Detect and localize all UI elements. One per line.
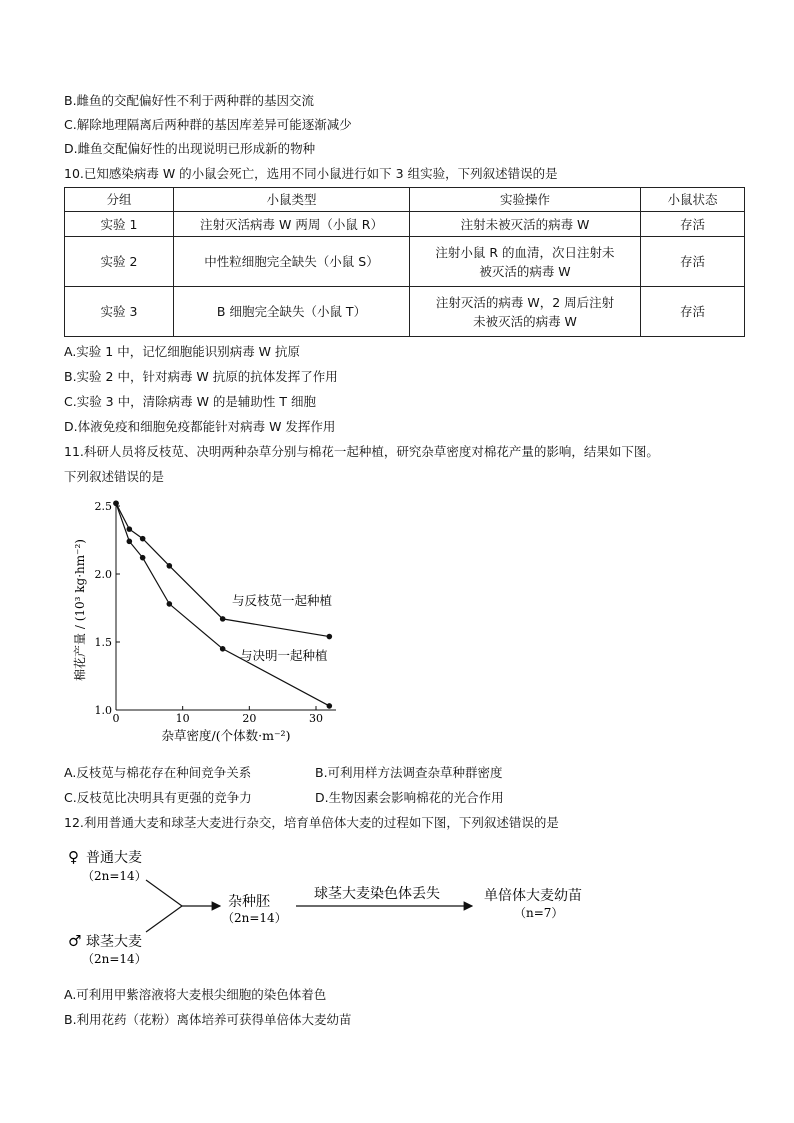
x-tick-label: 10 [175,712,190,725]
q10-option-c: C.实验 3 中，清除病毒 W 的是辅助性 T 细胞 [64,394,316,409]
female-symbol: ♀ [68,848,79,866]
table-cell-line: 未被灭活的病毒 W [473,313,577,329]
q10-option-b: B.实验 2 中，针对病毒 W 抗原的抗体发挥了作用 [64,369,338,384]
chromosome-loss-label: 球茎大麦染色体丢失 [314,886,440,902]
data-point [167,563,173,569]
table-cell-line: 注射小鼠 R 的血清，次日注射未 [435,244,615,260]
q11-option-c: C.反枝苋比决明具有更强的竞争力 [64,790,252,805]
data-point [167,601,173,607]
table-cell: 实验 3 [65,287,174,337]
table-cell [410,287,641,337]
hybrid-chromosome: （2n=14） [222,911,287,925]
q10-option-a: A.实验 1 中，记忆细胞能识别病毒 W 抗原 [64,344,301,359]
haploid-seedling-label: 单倍体大麦幼苗 [484,888,582,904]
data-point [127,526,133,532]
parent1-label: 普通大麦 [86,850,142,866]
data-point [140,536,146,542]
table-cell: 存活 [641,212,745,237]
table-header: 小鼠状态 [641,188,745,212]
cotton-yield-chart [64,492,364,752]
table-cell [410,237,641,287]
table-cell-line: 注射灭活的病毒 W，2 周后注射 [435,294,615,310]
table-row [65,287,745,337]
q12-option-a: A.可利用甲紫溶液将大麦根尖细胞的染色体着色 [64,987,327,1002]
q11-option-a: A.反枝苋与棉花存在种间竞争关系 [64,765,252,780]
q10-option-d: D.体液免疫和细胞免疫都能针对病毒 W 发挥作用 [64,419,336,434]
table-header: 分组 [65,188,174,212]
table-cell: 注射未被灭活的病毒 W [410,212,641,237]
table-cell: 实验 1 [65,212,174,237]
parent1-chromosome: （2n=14） [82,869,147,883]
table-header: 小鼠类型 [174,188,410,212]
q11-stem-line1: 11.科研人员将反枝苋、决明两种杂草分别与棉花一起种植，研究杂草密度对棉花产量的影响，结果如下图。 [64,444,659,459]
hybrid-embryo-label: 杂种胚 [228,894,270,910]
q12-stem: 12.利用普通大麦和球茎大麦进行杂交，培育单倍体大麦的过程如下图，下列叙述错误的是 [64,815,559,830]
x-tick-label: 20 [242,712,257,725]
y-axis-label: 棉花产量 / (10³ kg·hm⁻²) [73,539,87,681]
data-point [140,555,146,561]
y-tick-label: 2.0 [94,568,112,581]
y-tick-label: 1.5 [94,636,112,649]
table-cell: 注射灭活病毒 W 两周（小鼠 R） [174,212,410,237]
experiment-table [64,187,745,337]
table-cell: 存活 [641,287,745,337]
q9-option-b: B.雌鱼的交配偏好性不利于两种群的基因交流 [64,93,315,108]
parent2-chromosome: （2n=14） [82,952,147,966]
y-tick-label: 1.0 [94,704,112,717]
q11-option-d: D.生物因素会影响棉花的光合作用 [315,790,504,805]
x-tick-label: 0 [112,712,120,725]
series-label: 与决明一起种植 [240,648,328,663]
q11-option-b: B.可利用样方法调查杂草种群密度 [315,765,503,780]
data-point [327,634,333,640]
table-cell: 存活 [641,237,745,287]
table-cell: B 细胞完全缺失（小鼠 T） [174,287,410,337]
data-point [220,646,226,652]
male-symbol: ♂ [68,932,82,950]
table-row [65,212,745,237]
data-point [220,616,226,622]
haploid-chromosome: （n=7） [514,906,564,920]
q9-option-c: C.解除地理隔离后两种群的基因库差异可能逐渐减少 [64,117,352,132]
q10-stem: 10.已知感染病毒 W 的小鼠会死亡，选用不同小鼠进行如下 3 组实验，下列叙述错误的是 [64,166,558,181]
parent2-label: 球茎大麦 [86,934,142,950]
data-point [327,703,333,709]
q9-option-d: D.雌鱼交配偏好性的出现说明已形成新的物种 [64,141,316,156]
y-tick-label: 2.5 [94,500,112,513]
series-label: 与反枝苋一起种植 [232,593,333,608]
x-tick-label: 30 [309,712,323,725]
chart-axes [116,506,336,710]
x-axis-label: 杂草密度/(个体数·m⁻²) [161,728,291,743]
breeding-diagram [64,840,664,970]
q12-option-b: B.利用花药（花粉）离体培养可获得单倍体大麦幼苗 [64,1012,352,1027]
table-cell: 中性粒细胞完全缺失（小鼠 S） [174,237,410,287]
table-cell: 实验 2 [65,237,174,287]
table-row [65,237,745,287]
table-cell-line: 被灭活的病毒 W [479,263,571,279]
data-point [127,539,133,545]
cross-line-bottom [146,906,182,932]
cross-line-top [146,880,182,906]
table-header: 实验操作 [410,188,641,212]
data-point [113,500,119,506]
q11-stem-line2: 下列叙述错误的是 [64,469,165,484]
table-header-row [65,188,745,212]
